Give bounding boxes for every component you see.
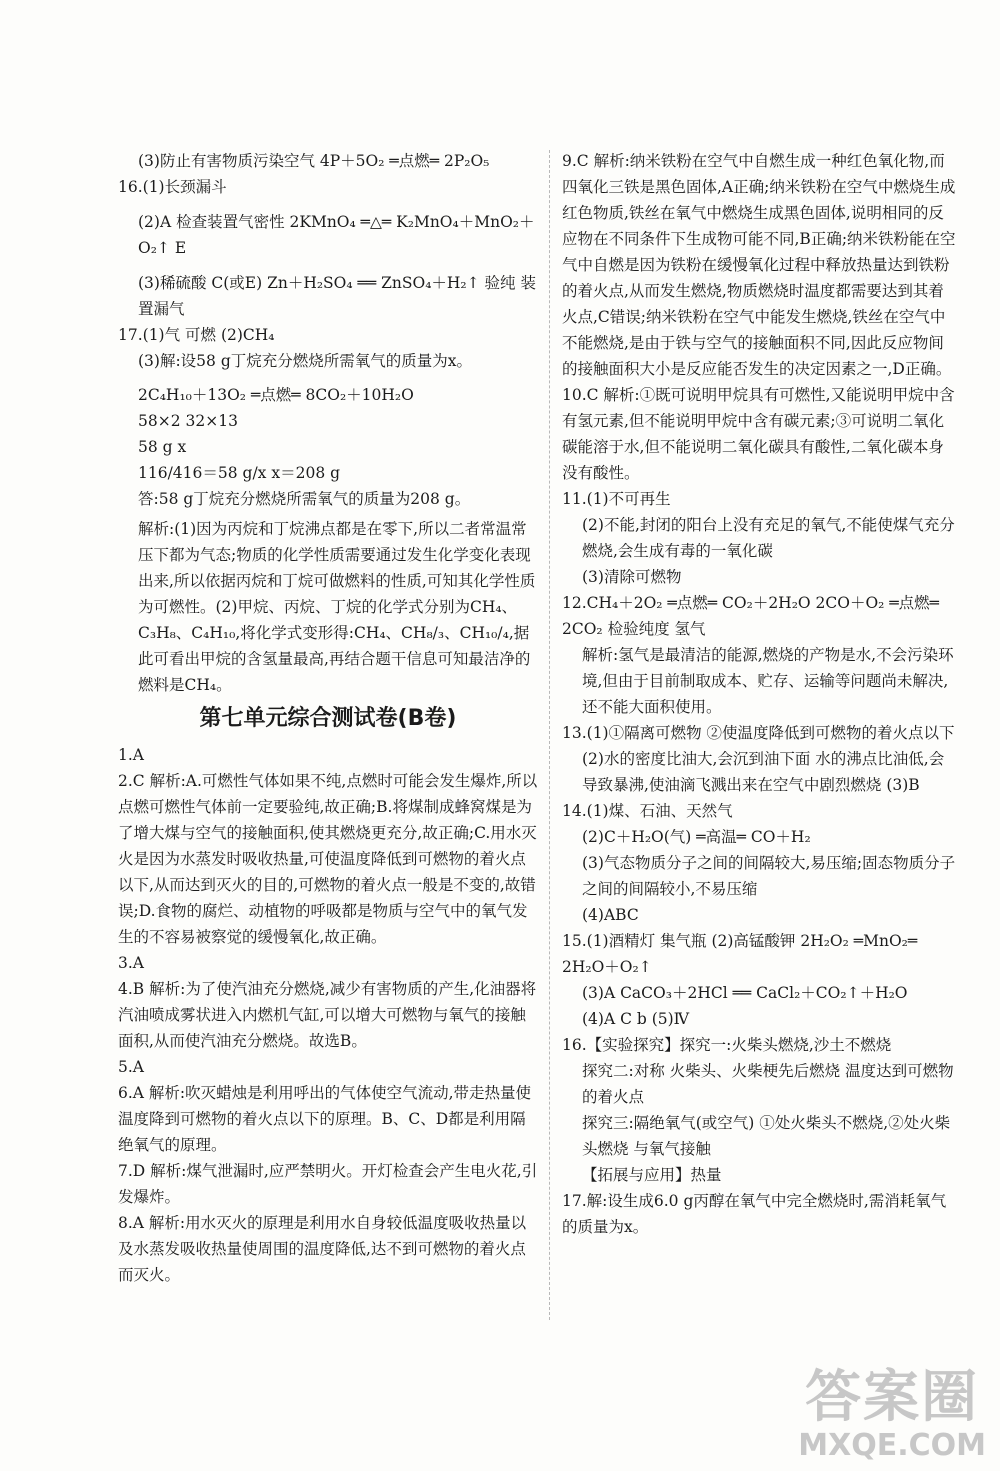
- answer-line: 16.【实验探究】探究一:火柴头燃烧,沙土不燃烧: [562, 1036, 892, 1054]
- answer-line: 5.A: [118, 1058, 144, 1076]
- answer-line: 【拓展与应用】热量: [582, 1166, 722, 1184]
- answer-line: 13.(1)①隔离可燃物 ②使温度降低到可燃物的着火点以下: [562, 724, 955, 742]
- answer-line: (3)稀硫酸 C(或E) Zn＋H₂SO₄ ══ ZnSO₄＋H₂↑ 验纯 装置漏气: [138, 274, 536, 318]
- answer-line: (4)ABC: [582, 906, 639, 924]
- equation: 58 g x: [138, 438, 187, 456]
- answer-line: 7.D 解析:煤气泄漏时,应严禁明火。开灯检查会产生电火花,引发爆炸。: [118, 1162, 538, 1206]
- equation: 58×2 32×13: [138, 412, 238, 430]
- answer-line: 4.B 解析:为了使汽油充分燃烧,减少有害物质的产生,化油器将汽油喷成雾状进入内燃机气缸,可以增大可燃物与氧气的接触面积,从而使汽油充分燃烧。故选B。: [118, 980, 537, 1050]
- answer-line: 9.C 解析:纳米铁粉在空气中自燃生成一种红色氧化物,而四氧化三铁是黑色固体,A正确;纳米铁粉在空气中燃烧生成红色物质,铁丝在氧气中燃烧生成黑色固体,说明相同的反应物在不同条件下生成物可能不同,B正确;纳米铁粉能在空气中自燃是因为铁粉在缓慢氧化过程中释放热量达到铁粉的着火点,从而发生燃烧,物质燃烧时温度都需要达到其着火点,C错误;纳米铁粉在空气中能发生燃烧,铁丝在空气中不能燃烧,是由于铁与空气的接触面积不同,因此反应物间的接触面积大小是反应能否发生的决定因素之一,D正确。: [562, 152, 956, 378]
- analysis-text: 解析:(1)因为丙烷和丁烷沸点都是在零下,所以二者常温常压下都为气态;物质的化学性质需要通过发生化学变化表现出来,所以依据丙烷和丁烷可做燃料的性质,可知其化学性质为可燃性。(2)甲烷、丙烷、丁烷的化学式分别为CH₄、C₃H₈、C₄H₁₀,将化学式变形得:CH₄、CH₈/₃、CH₁₀/₄,据此可看出甲烷的含氢量最高,再结合题干信息可知最洁净的燃料是CH₄。: [138, 520, 536, 694]
- answer-line: 10.C 解析:①既可说明甲烷具有可燃性,又能说明甲烷中含有氢元素,但不能说明甲烷中含有碳元素;③可说明二氧化碳能溶于水,但不能说明二氧化碳具有酸性,二氧化碳本身没有酸性。: [562, 386, 955, 482]
- answer-line: 17.解:设生成6.0 g丙醇在氧气中完全燃烧时,需消耗氧气的质量为x。: [562, 1192, 947, 1236]
- watermark-logo: [798, 1365, 986, 1463]
- answer-line: 8.A 解析:用水灭火的原理是利用水自身较低温度吸收热量以及水蒸发吸收热量使周围的温度降低,达不到可燃物的着火点而灭火。: [118, 1214, 527, 1284]
- analysis-text: 解析:氢气是最清洁的能源,燃烧的产物是水,不会污染环境,但由于目前制取成本、贮存、运输等问题尚未解决,还不能大面积使用。: [582, 646, 954, 716]
- answer-line: 6.A 解析:吹灭蜡烛是利用呼出的气体使空气流动,带走热量使温度降到可燃物的着火点以下的原理。B、C、D都是利用隔绝氧气的原理。: [118, 1084, 532, 1154]
- answer-line: (2)A 检查装置气密性 2KMnO₄ ═△═ K₂MnO₄＋MnO₂＋O₂↑ E: [138, 213, 535, 257]
- answer-line: (2)C＋H₂O(气) ═高温═ CO＋H₂: [582, 828, 811, 846]
- column-divider: [549, 150, 550, 1320]
- answer-line: 答:58 g丁烷充分燃烧所需氧气的质量为208 g。: [138, 490, 471, 508]
- answer-line: (3)防止有害物质污染空气 4P＋5O₂ ═点燃═ 2P₂O₅: [138, 152, 490, 170]
- answer-line: 15.(1)酒精灯 集气瓶 (2)高锰酸钾 2H₂O₂ ═MnO₂═ 2H₂O＋O₂↑: [562, 932, 918, 976]
- answer-line: 12.CH₄＋2O₂ ═点燃═ CO₂＋2H₂O 2CO＋O₂ ═点燃═ 2CO₂ 检验纯度 氢气: [562, 594, 939, 638]
- answer-line: 探究二:对称 火柴头、火柴梗先后燃烧 温度达到可燃物的着火点: [582, 1062, 954, 1106]
- answer-line: 2.C 解析:A.可燃性气体如果不纯,点燃时可能会发生爆炸,所以点燃可燃性气体前一定要验纯,故正确;B.将煤制成蜂窝煤是为了增大煤与空气的接触面积,使其燃烧更充分,故正确;C.用水灭火是因为水蒸发时吸收热量,可使温度降低到可燃物的着火点以下,从而达到灭火的目的,可燃物的着火点一般是不变的,故错误;D.食物的腐烂、动植物的呼吸都是物质与空气中的氧气发生的不容易被察觉的缓慢氧化,故正确。: [118, 772, 538, 946]
- answer-line: 14.(1)煤、石油、天然气: [562, 802, 733, 820]
- section-heading: 第七单元综合测试卷(B卷): [199, 706, 457, 731]
- answer-line: 17.(1)气 可燃 (2)CH₄: [118, 326, 275, 344]
- equation: 116/416＝58 g/x x＝208 g: [138, 464, 341, 482]
- answer-line: 11.(1)不可再生: [562, 490, 671, 508]
- answer-line: (2)水的密度比油大,会沉到油下面 水的沸点比油低,会导致暴沸,使油滴飞溅出来在空气中剧烈燃烧 (3)B: [582, 750, 945, 794]
- answer-line: (3)解:设58 g丁烷充分燃烧所需氧气的质量为x。: [138, 352, 472, 370]
- equation: 2C₄H₁₀＋13O₂ ═点燃═ 8CO₂＋10H₂O: [138, 386, 414, 404]
- answer-line: (2)不能,封闭的阳台上没有充足的氧气,不能使煤气充分燃烧,会生成有毒的一氧化碳: [582, 516, 955, 560]
- answer-line: 16.(1)长颈漏斗: [118, 178, 227, 196]
- watermark-url: MXQE.COM: [798, 1428, 986, 1463]
- right-column: [562, 148, 958, 1240]
- answer-line: 1.A: [118, 746, 144, 764]
- answer-line: 探究三:隔绝氧气(或空气) ①处火柴头不燃烧,②处火柴头燃烧 与氧气接触: [582, 1114, 951, 1158]
- answer-line: 3.A: [118, 954, 144, 972]
- answer-line: (3)A CaCO₃＋2HCl ══ CaCl₂＋CO₂↑＋H₂O: [582, 984, 908, 1002]
- answer-line: (3)清除可燃物: [582, 568, 682, 586]
- watermark-title: 答案圈: [805, 1365, 980, 1430]
- answer-line: (4)A C b (5)Ⅳ: [582, 1010, 690, 1028]
- answer-line: (3)气态物质分子之间的间隔较大,易压缩;固态物质分子之间的间隔较小,不易压缩: [582, 854, 956, 898]
- left-column: [118, 148, 538, 1288]
